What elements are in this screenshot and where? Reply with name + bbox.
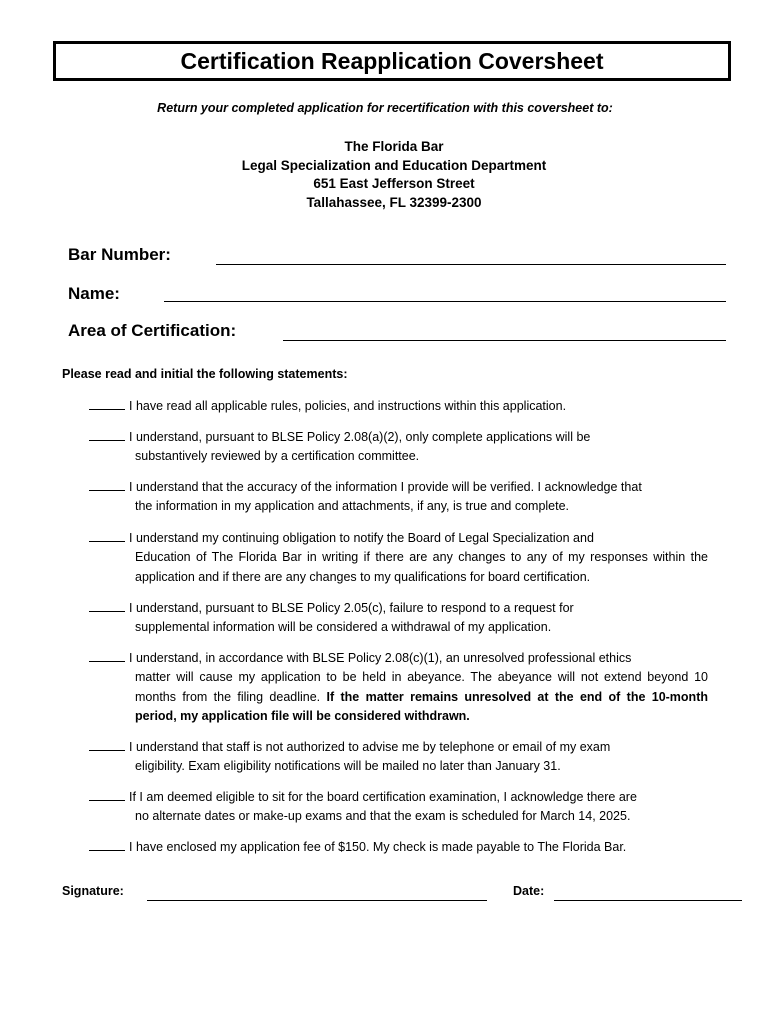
statement-6-continuation-text: matter will cause my application to be held in abeyance. The abeyance will not extend beyond 10 months from the filing deadline. [135,670,708,704]
statement-1 [89,396,708,416]
initial-blank-9[interactable] [89,837,125,851]
statement-3 [89,477,708,517]
bar-number-label: Bar Number: [68,245,171,264]
statement-6 [89,648,708,726]
statement-3-text: I understand that the accuracy of the information I provide will be verified. I acknowledge that [129,480,642,494]
title-box [53,41,731,81]
statement-8-continuation: no alternate dates or make-up exams and that the exam is scheduled for March 14, 2025. [135,809,631,824]
statement-6-text: I understand, in accordance with BLSE Policy 2.08(c)(1), an unresolved professional ethics [129,651,632,665]
signature-label: Signature: [62,884,124,898]
address-street: 651 East Jefferson Street [313,176,475,191]
initial-blank-1[interactable] [89,396,125,410]
address-city: Tallahassee, FL 32399-2300 [306,194,482,210]
statement-1-text: I have read all applicable rules, policies, and instructions within this application. [129,399,567,413]
name-field[interactable] [164,301,726,302]
statement-5-text: I understand, pursuant to BLSE Policy 2.05(c), failure to respond to a request for [129,601,574,615]
statement-4-text: I understand my continuing obligation to notify the Board of Legal Specialization and [129,531,594,545]
statement-2 [89,427,708,467]
statement-4-continuation: Education of The Florida Bar in writing if there are any changes to any of my responses within the application and if there are any changes to my qualifications for board certification. [135,550,708,584]
name-label: Name: [68,284,120,303]
initial-blank-2[interactable] [89,427,125,441]
statement-7 [89,737,708,777]
date-label: Date: [513,884,545,898]
initial-blank-3[interactable] [89,477,125,491]
page-title: Certification Reapplication Coversheet [180,47,604,74]
area-of-certification-field[interactable] [283,340,726,341]
statement-2-text: I understand, pursuant to BLSE Policy 2.08(a)(2), only complete applications will be [129,430,591,444]
initial-blank-7[interactable] [89,737,125,751]
initial-blank-6[interactable] [89,648,125,662]
initial-blank-5[interactable] [89,598,125,612]
statement-8 [89,787,708,827]
statement-6-continuation [89,668,708,726]
statement-6-bold-text: If the matter remains unresolved at the end of the 10-month period, my application file will be considered withdrawn. [135,689,708,723]
date-field[interactable] [554,900,742,901]
statement-7-continuation: eligibility. Exam eligibility notifications will be mailed no later than January 31. [135,759,561,774]
statement-3-continuation: the information in my application and attachments, if any, is true and complete. [135,499,570,514]
address-org: The Florida Bar [344,139,444,154]
statement-2-continuation: substantively reviewed by a certification committee. [135,449,420,464]
initial-blank-8[interactable] [89,787,125,801]
statement-5-continuation: supplemental information will be considered a withdrawal of my application. [135,620,552,635]
statement-7-text: I understand that staff is not authorized to advise me by telephone or email of my exam [129,740,611,754]
signature-field[interactable] [147,900,487,901]
bar-number-field[interactable] [216,264,726,265]
statement-5 [89,598,708,638]
statement-4 [89,528,708,587]
initial-blank-4[interactable] [89,528,125,542]
statement-9 [89,837,708,857]
area-of-certification-label: Area of Certification: [68,321,237,340]
address-block [0,138,770,212]
instructions-heading: Please read and initial the following statements: [62,367,348,381]
subtitle: Return your completed application for recertification with this coversheet to: [157,101,613,115]
statement-9-text: I have enclosed my application fee of $150. My check is made payable to The Florida Bar. [129,840,627,854]
statement-8-text: If I am deemed eligible to sit for the board certification examination, I acknowledge there are [129,790,637,804]
address-department: Legal Specialization and Education Department [241,157,547,173]
